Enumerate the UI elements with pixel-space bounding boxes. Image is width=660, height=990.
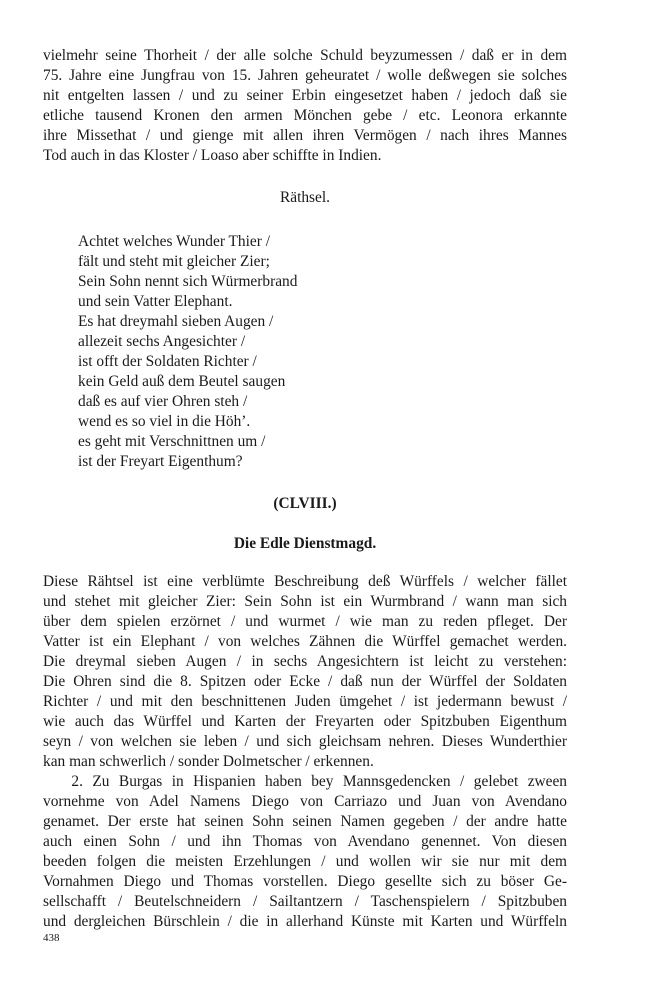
text-line: Tod auch in das Kloster / Loaso aber schiffte in Indien.: [43, 147, 382, 164]
text-line: vielmehr seine Thorheit / der alle solche Schuld beyzumessen / daß er in dem: [43, 47, 567, 64]
text-line: und stehet mit gleicher Zier: Sein Sohn ist ein Wurmbrand / wann man sich: [43, 593, 567, 610]
riddle-poem: [78, 232, 567, 472]
text-line: Die dreymal sieben Augen / in sechs Angesichtern ist leicht zu verstehen:: [43, 653, 567, 670]
text-line: Diese Rähtsel ist eine verblümte Beschreibung deß Würffels / welcher fället: [43, 573, 567, 590]
text-line: wie auch das Würffel und Karten der Freyarten oder Spitzbuben Eigenthum: [43, 713, 567, 730]
poem-line: es geht mit Verschnittnen um /: [78, 433, 266, 450]
text-line: Richter / und mit den beschnittenen Juden ümgehet / ist jedermann bewust /: [43, 693, 567, 710]
poem-line: kein Geld auß dem Beutel saugen: [78, 373, 286, 390]
text-line: ihre Missethat / und gienge mit allen ihren Vermögen / nach ihres Mannes: [43, 127, 567, 144]
riddle-title: Räthsel.: [279, 189, 330, 206]
text-line: Vatter ist ein Elephant / von welches Zähnen die Würffel gemachet werden.: [43, 633, 567, 650]
poem-line: und sein Vatter Elephant.: [78, 293, 233, 310]
poem-line: allezeit sechs Angesichter /: [78, 333, 246, 350]
chapter-title: Die Edle Dienstmagd.: [233, 535, 377, 552]
text-line: genamet. Der erste hat seinen Sohn seinen Namen gegeben / der andre hatte: [43, 813, 567, 830]
poem-line: Achtet welches Wunder Thier /: [78, 233, 270, 250]
poem-line: fält und steht mit gleicher Zier;: [78, 253, 270, 270]
text-line: sellschafft / Beutelschneidern / Sailtantzern / Taschenspielern / Spitzbuben: [43, 893, 567, 910]
text-line: Vornahmen Diego und Thomas vorstellen. Diego gesellte sich zu böser Ge-: [43, 873, 567, 890]
text-line: 2. Zu Burgas in Hispanien haben bey Mannsgedencken / gelebet zween: [43, 773, 567, 790]
intro-paragraph: [43, 46, 567, 166]
page-number: 438: [43, 932, 60, 944]
poem-line: daß es auf vier Ohren steh /: [78, 393, 248, 410]
text-line: über dem spielen erzörnet / und wurmet / wie man zu reden pfleget. Der: [43, 613, 567, 630]
text-line: kan man schwerlich / sonder Dolmetscher / erkennen.: [43, 753, 374, 770]
poem-line: Es hat dreymahl sieben Augen /: [78, 313, 274, 330]
text-line: vornehme von Adel Namens Diego von Carriazo und Juan von Avendano: [43, 793, 567, 810]
chapter-number: (CLVIII.): [273, 495, 337, 512]
text-line: 75. Jahre eine Jungfrau von 15. Jahren geheuratet / wolle deßwegen sie solches: [43, 67, 567, 84]
poem-line: wend es so viel in die Höh’.: [78, 413, 251, 430]
text-line: auch einen Sohn / und ihn Thomas von Avendano genennet. Von diesen: [43, 833, 567, 850]
text-line: etliche tausend Kronen den armen Mönchen gebe / etc. Leonora erkannte: [43, 107, 567, 124]
text-line: beeden folgen die meisten Erzehlungen / und wollen wir sie nur mit dem: [43, 853, 567, 870]
body-paragraph-1: [43, 572, 567, 772]
text-line: nit entgelten lassen / und zu seiner Erbin eingesetzet haben / jedoch daß sie: [43, 87, 567, 104]
text-line: seyn / von welchen sie leben / und sich gleichsam nehren. Dieses Wunderthier: [43, 733, 567, 750]
text-line: und dergleichen Bürschlein / die in allerhand Künste mit Karten und Würffeln: [43, 913, 567, 930]
poem-line: Sein Sohn nennt sich Würmerbrand: [78, 273, 298, 290]
page-content: [43, 46, 567, 932]
poem-line: ist offt der Soldaten Richter /: [78, 353, 257, 370]
text-line: Die Ohren sind die 8. Spitzen oder Ecke / daß nun der Würffel der Soldaten: [43, 673, 567, 690]
body-paragraph-2: [43, 772, 567, 932]
poem-line: ist der Freyart Eigenthum?: [78, 453, 243, 470]
